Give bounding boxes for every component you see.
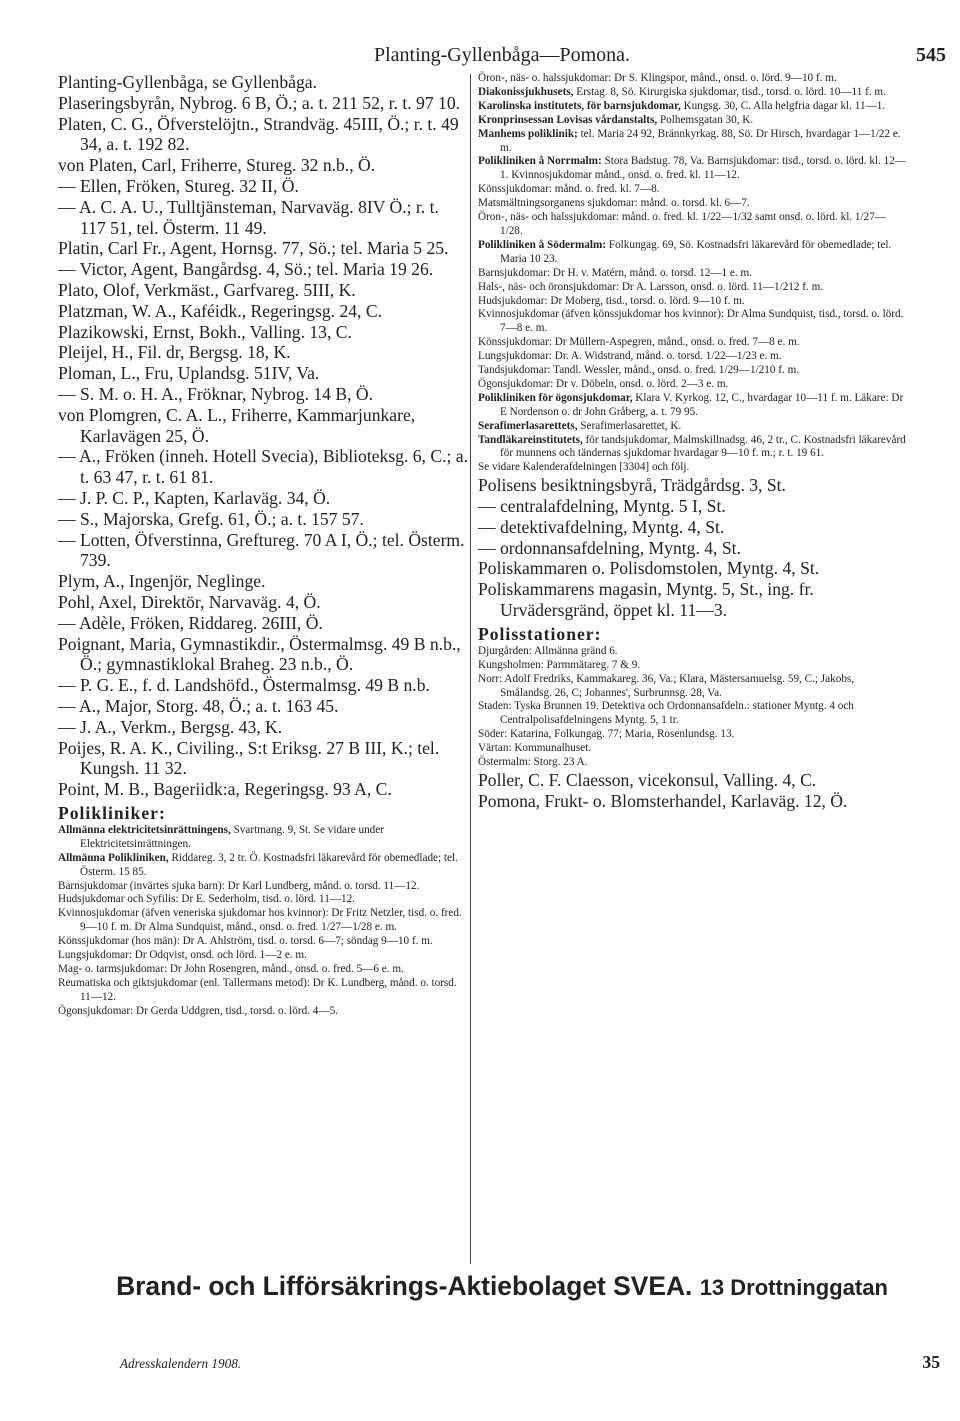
svea-advertisement	[58, 1271, 946, 1302]
directory-entry: — S., Majorska, Grefg. 61, Ö.; a. t. 157 57.	[58, 508, 364, 529]
section-heading: Polisstationer:	[478, 623, 602, 644]
directory-entry: Planting-Gyllenbåga, se Gyllenbåga.	[58, 72, 317, 92]
clinic-entry	[478, 86, 908, 100]
clinic-entry	[478, 155, 908, 183]
clinic-details: för tandsjukdomar, Malmskillnadsg. 46, 2 tr., C. Kostnadsfri läkarevård för munnens och tändernas sjukdomar hvardagar 9—10 f. m.; r. t. 19 61.	[500, 433, 906, 460]
clinic-details: Reumatiska och giktsjukdomar (enl. Tallermans metod): Dr K. Lundberg, månd. o. torsd. 11—12.	[58, 976, 457, 1003]
clinic-entry	[478, 364, 908, 378]
directory-entry: — Victor, Agent, Bangårdsg. 4, Sö.; tel. Maria 19 26.	[58, 259, 434, 280]
clinic-entry	[478, 128, 908, 156]
directory-entry: — S. M. o. H. A., Fröknar, Nybrog. 14 B, Ö.	[58, 383, 374, 404]
directory-entry: — A., Fröken (inneh. Hotell Svecia), Biblioteksg. 6, C.; a. t. 63 47, r. t. 61 81.	[58, 446, 468, 488]
directory-entry: — detektivafdelning, Myntg. 4, St.	[478, 516, 725, 537]
clinic-entry	[478, 756, 908, 770]
clinic-entry	[478, 742, 908, 756]
clinic-entry	[58, 963, 468, 977]
clinic-details: Öron-, näs- o. halssjukdomar: Dr S. Klingspor, månd., onsd. o. lörd. 9—10 f. m.	[478, 72, 837, 84]
directory-entry: Pomona, Frukt- o. Blomsterhandel, Karlaväg. 12, Ö.	[478, 790, 848, 811]
directory-entry: von Plomgren, C. A. L., Friherre, Kammarjunkare, Karlavägen 25, Ö.	[58, 404, 416, 446]
clinic-details: Klara V. Kyrkog. 12, C., hvardagar 10—11 f. m. Läkare: Dr E Nordenson o. dr John Gråberg, a. t. 79 95.	[500, 391, 904, 418]
directory-entry: — Lotten, Öfverstinna, Greftureg. 70 A I, Ö.; tel. Österm. 739.	[58, 529, 465, 571]
clinic-entry	[478, 434, 908, 462]
clinic-details: Djurgården: Allmänna gränd 6.	[478, 644, 618, 657]
clinic-entry	[478, 645, 908, 659]
clinic-name: Polikliniken å Södermalm:	[478, 238, 607, 251]
clinic-details: Hudsjukdomar och Syfilis: Dr E. Sederholm, tisd. o. lörd. 11—12.	[58, 893, 355, 906]
directory-entry: — J. A., Verkm., Bergsg. 43, K.	[58, 716, 283, 737]
clinic-name: Karolinska institutets, för barnsjukdomar,	[478, 99, 681, 112]
directory-entry: Pohl, Axel, Direktör, Narvaväg. 4, Ö.	[58, 591, 321, 612]
clinic-entry	[478, 197, 908, 211]
clinic-details: Barnsjukdomar: Dr H. v. Matérn, månd. o. torsd. 12—1 e. m.	[478, 266, 752, 279]
directory-entry: Plym, A., Ingenjör, Neglinge.	[58, 571, 266, 592]
clinic-details: Kungsg. 30, C. Alla helgfria dagar kl. 11—1.	[680, 99, 886, 112]
clinic-details: Serafimerlasarettet, K.	[577, 419, 682, 432]
clinic-entry	[478, 295, 908, 309]
clinic-entry	[58, 880, 468, 894]
clinic-entry	[478, 392, 908, 420]
clinic-entry	[58, 893, 468, 907]
directory-entry: Plaseringsbyrån, Nybrog. 6 B, Ö.; a. t. 211 52, r. t. 97 10.	[58, 92, 461, 113]
clinic-details: Mag- o. tarmsjukdomar: Dr John Rosengren, månd., onsd. o. fred. 5—6 e. m.	[58, 962, 404, 975]
clinic-details: Polhemsgatan 30, K.	[657, 113, 754, 126]
column-divider	[470, 74, 471, 1264]
directory-entry: Poliskammaren o. Polisdomstolen, Myntg. 4, St.	[478, 558, 820, 579]
directory-entry: Plato, Olof, Verkmäst., Garfvareg. 5III, K.	[58, 279, 356, 300]
page-header	[58, 44, 946, 74]
clinic-details: Stora Badstug. 78, Va. Barnsjukdomar: tisd., torsd. o. lörd. kl. 12—1. Kvinnosjukdomar månd., onsd. o. fred. kl. 11—12.	[500, 155, 907, 182]
footer-number: 35	[922, 1352, 940, 1372]
running-title: Planting-Gyllenbåga—Pomona.	[373, 44, 631, 66]
directory-entry: Poliskammarens magasin, Myntg. 5, St., ing. fr. Urvädersgränd, öppet kl. 11—3.	[478, 579, 814, 621]
clinic-name: Tandläkareinstitutets,	[478, 433, 583, 446]
clinic-entry	[478, 461, 908, 475]
clinic-entry	[478, 378, 908, 392]
directory-entry: Platzman, W. A., Kaféidk., Regeringsg. 24, C.	[58, 300, 382, 321]
clinic-entry	[58, 824, 468, 852]
left-column	[58, 72, 468, 1019]
directory-entry: Poijes, R. A. K., Civiling., S:t Eriksg. 27 B III, K.; tel. Kungsh. 11 32.	[58, 737, 440, 779]
ad-main-text: Brand- och Lifförsäkrings-Aktiebolaget SVEA.	[116, 1271, 693, 1301]
clinic-entry	[478, 267, 908, 281]
directory-entry: — Ellen, Fröken, Stureg. 32 II, Ö.	[58, 175, 299, 196]
clinic-entry	[478, 673, 908, 701]
directory-entry: Polisens besiktningsbyrå, Trädgårdsg. 3, St.	[478, 475, 786, 496]
clinic-details: Kungsholmen: Parmmätareg. 7 & 9.	[478, 658, 641, 671]
clinic-entry	[478, 114, 908, 128]
clinic-entry	[478, 700, 908, 728]
clinic-details: Tandsjukdomar: Tandl. Wessler, månd., onsd. o. fred. 1/29—1/210 f. m.	[478, 364, 800, 377]
clinic-details: Erstag. 8, Sö. Kirurgiska sjukdomar, tisd., torsd. o. lörd. 10—11 f. m.	[573, 85, 886, 98]
clinic-details: Norr: Adolf Fredriks, Kammakareg. 36, Va.; Klara, Mästersamuelsg. 59, C.; Jakobs, Smålandsg. 26, C; Johannes', Surbrunnsg. 28, Va.	[478, 672, 855, 699]
directory-entry: Ploman, L., Fru, Uplandsg. 51IV, Va.	[58, 363, 320, 384]
page-footer	[58, 1352, 946, 1376]
clinic-entry	[478, 350, 908, 364]
clinic-details: Ögonsjukdomar: Dr v. Döbeln, onsd. o. lörd. 2—3 e. m.	[478, 377, 729, 390]
clinic-entry	[478, 183, 908, 197]
source-title: Adresskalendern 1908.	[120, 1356, 242, 1371]
clinic-details: Könssjukdomar: Dr Müllern-Aspegren, månd., onsd. o. fred. 7—8 e. m.	[478, 336, 800, 349]
clinic-details: Söder: Katarina, Folkungag. 77; Maria, Rosenlundsg. 13.	[478, 728, 735, 741]
directory-entry: — P. G. E., f. d. Landshöfd., Östermalmsg. 49 B n.b.	[58, 675, 430, 696]
clinic-entry	[478, 336, 908, 350]
clinic-entry	[58, 1005, 468, 1019]
clinic-name: Allmänna elektricitetsinrättningens,	[58, 823, 231, 836]
clinic-details: Hals-, näs- och öronsjukdomar: Dr A. Larsson, onsd. o. lörd. 11—1/212 f. m.	[478, 280, 824, 293]
directory-entry: Point, M. B., Bageriidk:a, Regeringsg. 93 A, C.	[58, 779, 392, 800]
clinic-entry	[58, 935, 468, 949]
clinic-details: Staden: Tyska Brunnen 19. Detektiva och Ordonnansafdeln.: stationer Myntg. 4 och Centralpolisafdelningens Myntg. 5, 1 tr.	[478, 700, 854, 727]
directory-entry: Plazikowski, Ernst, Bokh., Valling. 13, C.	[58, 321, 352, 342]
page-number: 545	[916, 44, 946, 66]
clinic-entry	[478, 211, 908, 239]
clinic-details: Se vidare Kalenderafdelningen [3304] och följ.	[478, 461, 690, 474]
clinic-name: Diakonissjukhusets,	[478, 85, 574, 98]
clinic-details: tel. Maria 24 92, Brännkyrkag. 88, Sö. Dr Hirsch, hvardagar 1—1/22 e. m.	[500, 127, 901, 154]
clinic-details: Barnsjukdomar (invärtes sjuka barn): Dr Karl Lundberg, månd. o. torsd. 11—12.	[58, 879, 420, 892]
clinic-details: Värtan: Kommunalhuset.	[478, 742, 592, 755]
clinic-details: Hudsjukdomar: Dr Moberg, tisd., torsd. o. lörd. 9—10 f. m.	[478, 294, 745, 307]
clinic-details: Ögonsjukdomar: Dr Gerda Uddgren, tisd., torsd. o. lörd. 4—5.	[58, 1004, 338, 1017]
clinic-details: Folkungag. 69, Sö. Kostnadsfri läkarevård för obemedlade; tel. Maria 10 23.	[500, 238, 892, 265]
clinic-name: Serafimerlasarettets,	[478, 419, 578, 432]
clinic-entry	[478, 281, 908, 295]
right-column	[478, 72, 908, 812]
clinic-entry	[478, 100, 908, 114]
clinic-name: Allmänna Polikliniken,	[58, 851, 169, 864]
clinic-entry	[58, 977, 468, 1005]
directory-entry: — A., Major, Storg. 48, Ö.; a. t. 163 45.	[58, 695, 339, 716]
clinic-entry	[478, 72, 908, 86]
clinic-entry	[478, 728, 908, 742]
clinic-entry	[58, 907, 468, 935]
directory-entry: Poignant, Maria, Gymnastikdir., Östermalmsg. 49 B n.b., Ö.; gymnastiklokal Braheg. 23 n.b., Ö.	[58, 633, 461, 675]
directory-entry: von Platen, Carl, Friherre, Stureg. 32 n.b., Ö.	[58, 155, 376, 176]
clinic-name: Manhems poliklinik;	[478, 127, 578, 140]
clinic-entry	[478, 239, 908, 267]
directory-entry: Poller, C. F. Claesson, vicekonsul, Valling. 4, C.	[478, 770, 817, 791]
clinic-details: Könssjukdomar: månd. o. fred. kl. 7—8.	[478, 183, 660, 196]
directory-entry: — Adèle, Fröken, Riddareg. 26III, Ö.	[58, 612, 323, 633]
clinic-details: Kvinnosjukdomar (äfven könssjukdomar hos kvinnor): Dr Alma Sundquist, tisd., torsd. o. lörd. 7—8 e. m.	[478, 308, 904, 335]
clinic-entry	[58, 852, 468, 880]
clinic-details: Kvinnosjukdomar (äfven veneriska sjukdomar hos kvinnor): Dr Fritz Netzler, tisd. o. fred. 9—10 f. m. Dr Alma Sundquist, månd., onsd. o. fred. 1/27—1/28 e. m.	[58, 907, 462, 934]
clinic-details: Könssjukdomar (hos män): Dr A. Ahlström, tisd. o. torsd. 6—7; söndag 9—10 f. m.	[58, 935, 433, 948]
clinic-details: Öron-, näs- och halssjukdomar: månd. o. fred. kl. 1/22—1/32 samt onsd. o. lörd. kl. 1/27—1/28.	[478, 211, 886, 237]
clinic-details: Matsmältningsorganens sjukdomar: månd. o. torsd. kl. 6—7.	[478, 197, 750, 210]
clinic-name: Kronprinsessan Lovisas vårdanstalts,	[478, 113, 658, 126]
directory-entry: — centralafdelning, Myntg. 5 I, St.	[478, 496, 726, 517]
clinic-details: Lungsjukdomar: Dr. A. Widstrand, månd. o. torsd. 1/22—1/23 e. m.	[478, 350, 782, 363]
section-heading: Polikliniker:	[58, 802, 166, 823]
clinic-name: Polikliniken å Norrmalm:	[478, 155, 602, 168]
directory-entry: — A. C. A. U., Tulltjänsteman, Narvaväg. 8IV Ö.; r. t. 117 51, tel. Österm. 11 49.	[58, 196, 439, 238]
directory-entry: — ordonnansafdelning, Myntg. 4, St.	[478, 537, 741, 558]
clinic-entry	[478, 308, 908, 336]
directory-entry: Platen, C. G., Öfverstelöjtn., Strandväg. 45III, Ö.; r. t. 49 34, a. t. 192 82.	[58, 113, 459, 155]
clinic-entry	[478, 659, 908, 673]
ad-address: 13 Drottninggatan	[699, 1275, 888, 1300]
clinic-entry	[58, 949, 468, 963]
clinic-details: Lungsjukdomar: Dr Odqvist, onsd. och lörd. 1—2 e. m.	[58, 949, 307, 962]
directory-entry: Platin, Carl Fr., Agent, Hornsg. 77, Sö.; tel. Maria 5 25.	[58, 238, 449, 259]
clinic-details: Svartmang. 9, St. Se vidare under Elektricitetsinrättningen.	[80, 823, 384, 850]
clinic-details: Riddareg. 3, 2 tr. Ö. Kostnadsfri läkarevård för obemedlade; tel. Österm. 15 85.	[80, 851, 458, 878]
clinic-details: Östermalm: Storg. 23 A.	[478, 756, 588, 769]
directory-entry: Pleijel, H., Fil. dr, Bergsg. 18, K.	[58, 342, 291, 363]
clinic-name: Polikliniken för ögonsjukdomar,	[478, 391, 633, 404]
directory-entry: — J. P. C. P., Kapten, Karlaväg. 34, Ö.	[58, 487, 331, 508]
clinic-entry	[478, 420, 908, 434]
